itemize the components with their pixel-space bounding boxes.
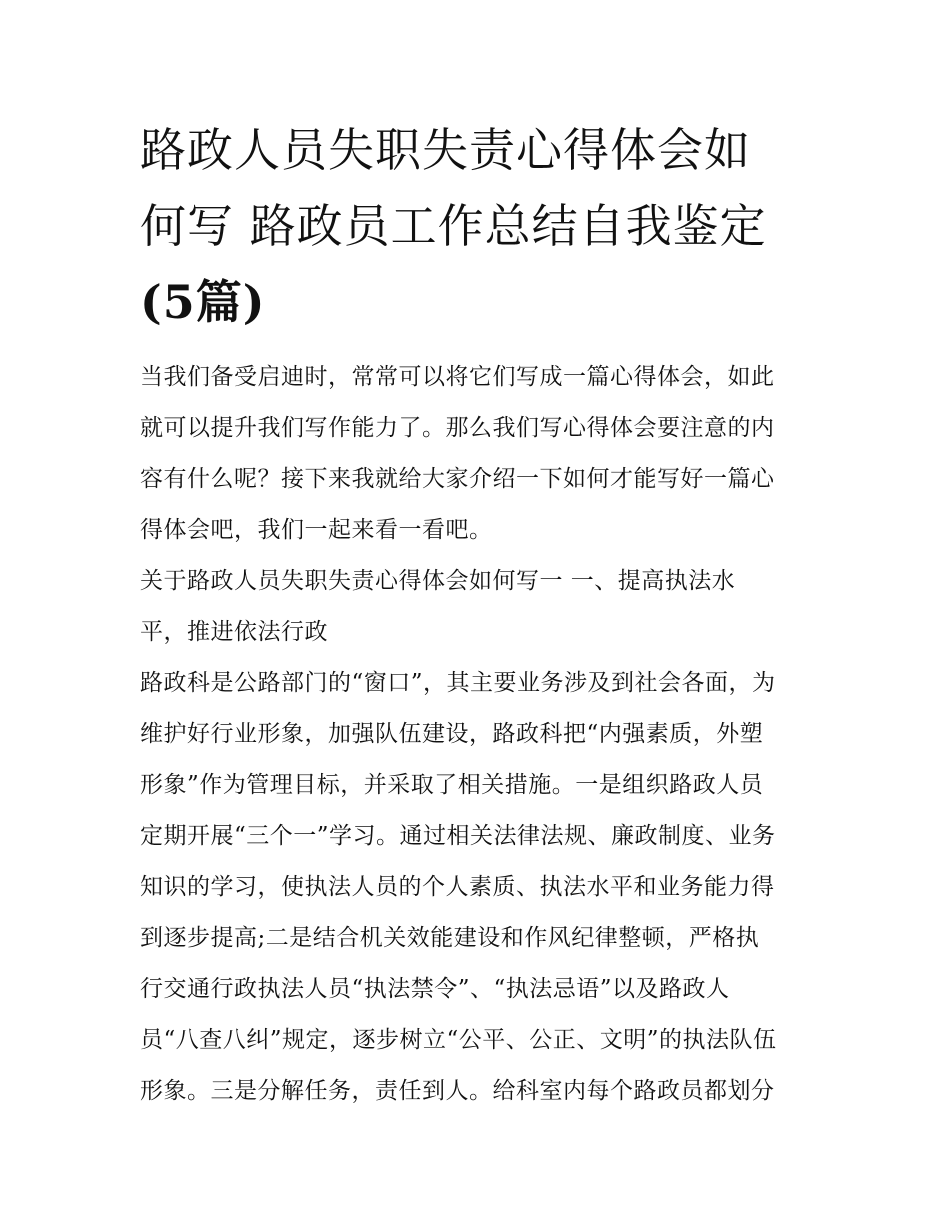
text-line: 路政科是公路部门的“窗口”，其主要业务涉及到社会各面，为 bbox=[140, 670, 776, 696]
text-line: 容有什么呢？接下来我就给大家介绍一下如何才能写好一篇心 bbox=[140, 466, 775, 492]
title-line: 路政人员失职失责心得体会如 bbox=[140, 123, 751, 177]
text-line: 行交通行政执法人员“执法禁令”、“执法忌语”以及路政人 bbox=[140, 976, 730, 1002]
text-line: 形象。三是分解任务，责任到人。给科室内每个路政员都划分 bbox=[140, 1078, 775, 1104]
section-heading bbox=[140, 556, 815, 658]
text-line: 定期开展“三个一”学习。通过相关法律法规、廉政制度、业务 bbox=[140, 823, 776, 849]
text-line: 知识的学习，使执法人员的个人素质、执法水平和业务能力得 bbox=[140, 874, 775, 900]
text-line: 形象”作为管理目标，并采取了相关措施。一是组织路政人员 bbox=[140, 772, 764, 798]
text-line: 维护好行业形象，加强队伍建设，路政科把“内强素质，外塑 bbox=[140, 721, 764, 747]
title-line: 何写 路政员工作总结自我鉴定 bbox=[140, 199, 767, 253]
document-title bbox=[140, 112, 815, 340]
body-paragraph bbox=[140, 658, 815, 1117]
text-line: 到逐步提高;二是结合机关效能建设和作风纪律整顿，严格执 bbox=[140, 925, 760, 951]
text-line: 当我们备受启迪时，常常可以将它们写成一篇心得体会，如此 bbox=[140, 364, 775, 390]
intro-paragraph bbox=[140, 352, 815, 556]
text-line: 平，推进依法行政 bbox=[140, 619, 328, 645]
document-page bbox=[140, 112, 815, 1117]
title-suffix: (5篇) bbox=[140, 275, 266, 329]
text-line: 关于路政人员失职失责心得体会如何写一 一、提高执法水 bbox=[140, 568, 736, 594]
text-line: 员“八查八纠”规定，逐步树立“公平、公正、文明”的执法队伍 bbox=[140, 1027, 777, 1053]
text-line: 得体会吧，我们一起来看一看吧。 bbox=[140, 517, 493, 543]
text-line: 就可以提升我们写作能力了。那么我们写心得体会要注意的内 bbox=[140, 415, 775, 441]
